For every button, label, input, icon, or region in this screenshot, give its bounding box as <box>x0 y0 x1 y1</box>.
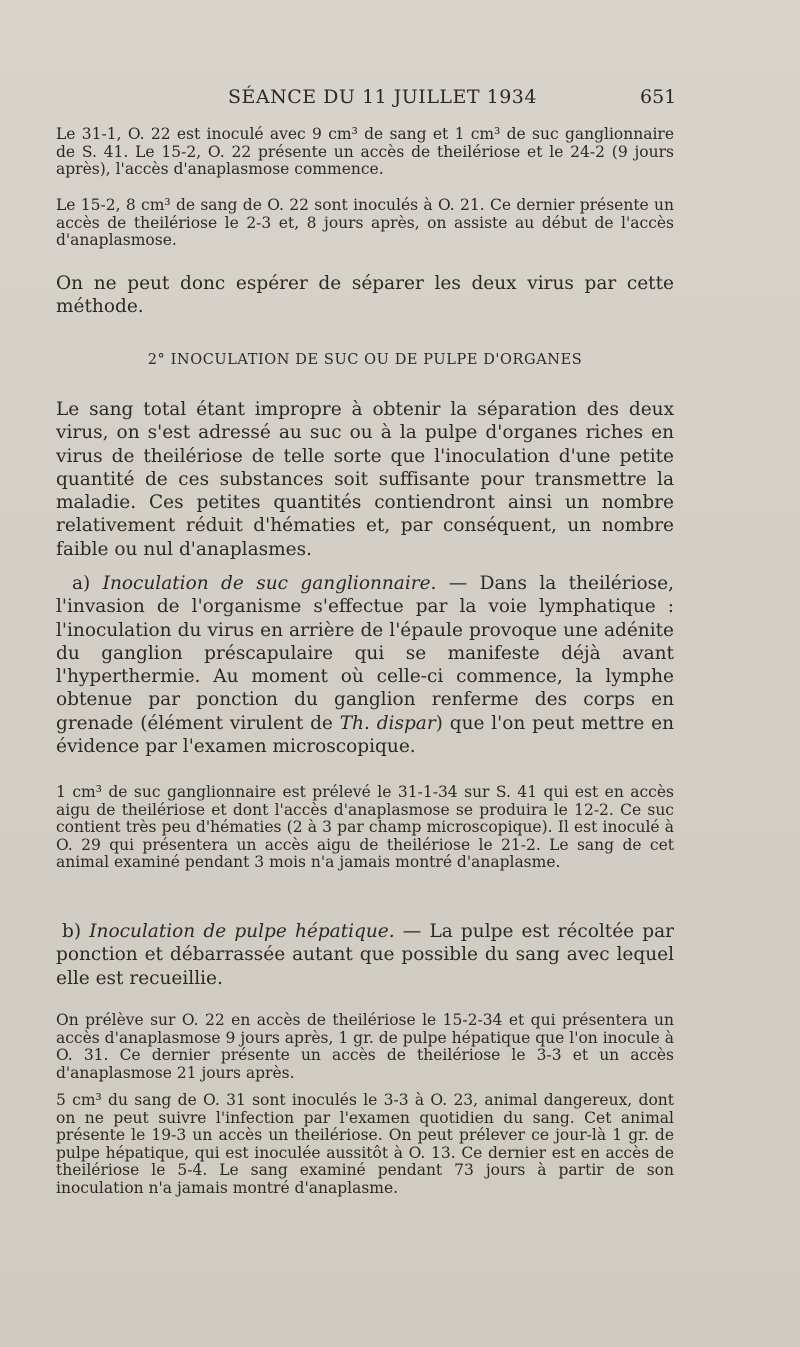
paragraph-7-title: Inoculation de pulpe hépatique. <box>89 921 395 942</box>
paragraph-7 <box>56 920 674 990</box>
paragraph-6-block <box>56 784 674 872</box>
paragraph-7-block <box>56 920 674 990</box>
page-number: 651 <box>640 86 677 108</box>
paragraph-5-text: — Dans la theilériose, l'invasion de l'organisme s'effectue par la voie lymphatique : l'inoculation du virus en arrière de l'épaule provoque une adénite du ganglion préscapulaire qui se manifeste déjà avant l'hyperthermie. Au moment où celle-ci commence, la lymphe obtenue par ponction du ganglion renferme des corps en grenade (élément virulent de <box>56 573 674 734</box>
paragraph-9: 5 cm³ du sang de O. 31 sont inoculés le 3-3 à O. 23, animal dangereux, dont on ne peut suivre l'infection par l'examen quotidien du sang. Cet animal présente le 19-3 un accès un theilériose. On peut prélever ce jour-là 1 gr. de pulpe hépatique, qui est inoculée aussitôt à O. 13. Ce dernier est en accès de theilériose le 5-4. Le sang examiné pendant 73 jours à partir de son inoculation n'a jamais montré d'anaplasme. <box>56 1091 674 1197</box>
page-header <box>0 84 800 114</box>
paragraph-6: 1 cm³ de suc ganglionnaire est prélevé le 31-1-34 sur S. 41 qui est en accès aigu de theilériose et dont l'accès d'anaplasmose se produira le 12-2. Ce suc contient très peu d'hématies (2 à 3 par champ microscopique). Il est inoculé à O. 29 qui présentera un accès aigu de theilériose le 21-2. Le sang de cet animal examiné pendant 3 mois n'a jamais montré d'anaplasme. <box>56 783 674 871</box>
paragraph-2: Le 15-2, 8 cm³ de sang de O. 22 sont inoculés à O. 21. Ce dernier présente un accès de theilériose le 2-3 et, 8 jours après, on assiste au début de l'accès d'anaplasmose. <box>56 196 674 249</box>
paragraph-4-block <box>56 398 674 561</box>
paragraph-8: On prélève sur O. 22 en accès de theilériose le 15-2-34 et qui présentera un accès d'anaplasmose 9 jours après, 1 gr. de pulpe hépatique que l'on inocule à O. 31. Ce dernier présente un accès de theilériose le 3-3 et un accès d'anaplasmose 21 jours après. <box>56 1011 674 1082</box>
paragraph-7-text: — La pulpe est récoltée par ponction et débarrassée autant que possible du sang avec lequel elle est recueillie. <box>56 921 675 989</box>
paragraph-2-block <box>56 197 674 250</box>
paragraph-8-block <box>56 1012 674 1082</box>
paragraph-1: Le 31-1, O. 22 est inoculé avec 9 cm³ de sang et 1 cm³ de suc ganglionnaire de S. 41. Le 15-2, O. 22 présente un accès de theilériose et le 24-2 (9 jours après), l'accès d'anaplasmose commence. <box>56 125 674 178</box>
paragraph-7-label: b) <box>62 921 90 942</box>
paragraph-5-block <box>56 572 674 758</box>
paragraph-5-label: a) <box>72 573 103 594</box>
section-heading: 2° INOCULATION DE SUC OU DE PULPE D'ORGANES <box>147 352 583 368</box>
species-name: Th. dispar <box>339 712 436 734</box>
paragraph-5 <box>56 572 674 758</box>
paragraph-4: Le sang total étant impropre à obtenir la séparation des deux virus, on s'est adressé au suc ou à la pulpe d'organes riches en virus de theilériose de telle sorte que l'inoculation d'une petite quantité de ces substances soit suffisante pour transmettre la maladie. Ces petites quantités contiendront ainsi un nombre relativement réduit d'hématies et, par conséquent, un nombre faible ou nul d'anaplasmes. <box>56 399 674 560</box>
paragraph-5-text-end: ) que l'on peut mettre en évidence par l'examen microscopique. <box>56 712 674 758</box>
paragraph-3-block <box>56 272 674 319</box>
paragraph-1-block <box>56 126 674 179</box>
paragraph-3: On ne peut donc espérer de séparer les deux virus par cette méthode. <box>56 273 674 318</box>
paragraph-5-title: Inoculation de suc ganglionnaire. <box>102 573 437 594</box>
paragraph-9-block <box>56 1092 674 1197</box>
running-title: SÉANCE DU 11 JUILLET 1934 <box>228 86 537 108</box>
